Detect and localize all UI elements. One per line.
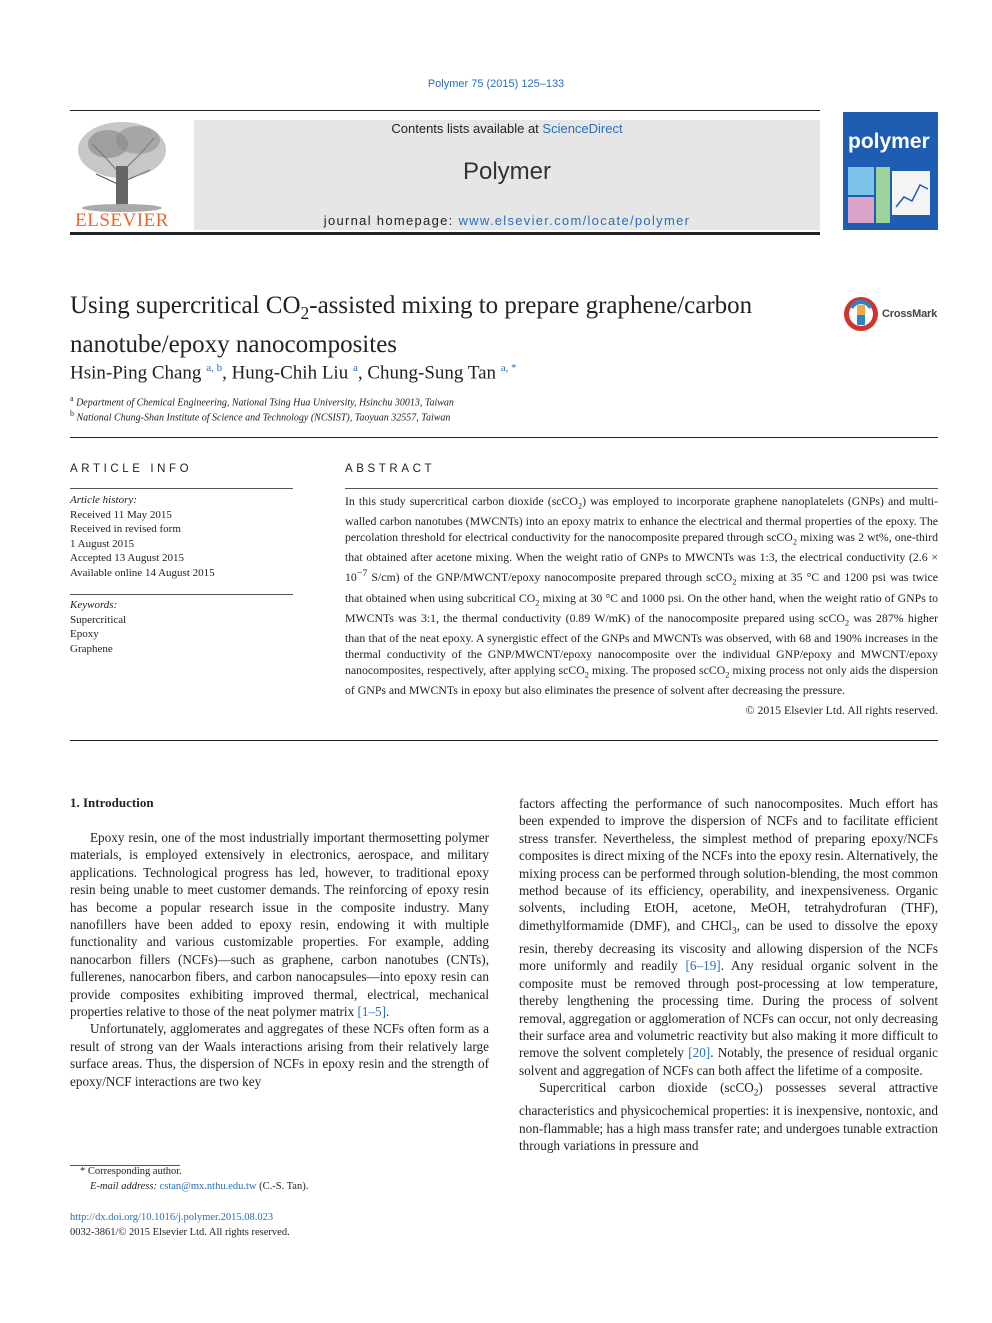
- journal-citation: Polymer 75 (2015) 125–133: [427, 78, 565, 90]
- issn-copyright: 0032-3861/© 2015 Elsevier Ltd. All rights reserved.: [70, 1227, 290, 1238]
- abstract-heading: ABSTRACT: [345, 463, 436, 475]
- title-part1: Using supercritical CO: [70, 292, 301, 319]
- citation-link[interactable]: [1–5]: [357, 1004, 387, 1020]
- author-name[interactable]: Chung-Sung Tan: [367, 362, 497, 384]
- history-label: Article history:: [70, 494, 137, 506]
- header-rule-top: [70, 110, 820, 111]
- title-subscript: 2: [300, 303, 310, 323]
- citation-link[interactable]: [20]: [688, 1045, 711, 1061]
- article-history: [70, 493, 293, 581]
- author-affil-marker[interactable]: a, *: [500, 362, 517, 374]
- homepage-link[interactable]: www.elsevier.com/locate/polymer: [458, 213, 691, 228]
- article-info-rule: [70, 488, 293, 489]
- article-title: [70, 290, 830, 360]
- history-line: Received 11 May 2015: [70, 508, 172, 521]
- email-note: [90, 1181, 308, 1192]
- keywords-rule: [70, 594, 293, 595]
- header-rule-bottom: [70, 232, 820, 235]
- body-paragraph: Unfortunately, agglomerates and aggregates of these NCFs often form as a result of strong van der Waals interactions arising from their relatively large surface areas. Thus, the dispersion of NCFs in epoxy resin and the strength of epoxy/NCF interactions are two key: [70, 1021, 489, 1089]
- keywords: [70, 598, 293, 656]
- affiliation-text: National Chung-Shan Institute of Science and Technology (NCSIST), Taoyuan 32557, Taiwan: [76, 412, 451, 424]
- journal-cover-image[interactable]: [843, 112, 938, 230]
- section-rule: [70, 437, 938, 438]
- keyword: Graphene: [70, 642, 113, 655]
- doi-link[interactable]: http://dx.doi.org/10.1016/j.polymer.2015.08.023: [70, 1212, 274, 1223]
- title-part2: -assisted mixing to prepare graphene/carbon nanotube/epoxy nanocomposites: [70, 292, 753, 358]
- body-paragraph: Epoxy resin, one of the most industrially important thermosetting polymer materials, is employed extensively in electronics, aerospace, and military applications. Technological progress has led, however, to traditional epoxy resin being unable to meet customer demands. The reinforcing of epoxy resin has become a popular research issue in the composite industry. Many nanofillers have been added to epoxy resin, endowing it with multiple functionality and various customizable properties. For example, adding nanocarbon fillers (NCFs)—such as graphene, carbon nanotubes (CNTs), fullerenes, nanocarbon fibers, and carbon nanocapsules—into epoxy resin can provide composites exhibiting improved thermal, electrical, mechanical properties relative to those of the neat polymer matrix [1–5].: [70, 830, 489, 1020]
- author-name[interactable]: Hsin-Ping Chang: [70, 362, 202, 384]
- article-info-heading: ARTICLE INFO: [70, 463, 193, 475]
- affiliation-marker: a: [70, 394, 74, 403]
- affiliation: [70, 394, 454, 408]
- homepage-prefix: journal homepage:: [323, 213, 459, 228]
- elsevier-logo-text: ELSEVIER: [75, 210, 169, 231]
- cover-artwork: [848, 167, 933, 225]
- journal-name: Polymer: [462, 158, 552, 185]
- author-affil-marker[interactable]: a, b: [206, 362, 223, 374]
- abstract-copyright: © 2015 Elsevier Ltd. All rights reserved.: [745, 703, 938, 717]
- body-column-left: [70, 829, 489, 1090]
- author-list: Hsin-Ping Chang $^{a, b}$, Hung-Chih Liu $^a$, Chung-Sung Tan $^{a, *}$: [70, 362, 517, 384]
- abstract-rule: [345, 488, 938, 489]
- history-line: Received in revised form: [70, 523, 181, 536]
- keyword: Epoxy: [70, 628, 99, 641]
- abstract-body: In this study supercritical carbon dioxide (scCO$_2$) was employed to incorporate graphene nanoplatelets (GNPs) and multi-walled carbon nanotubes (MWCNTs) into an epoxy matrix to enhance the electrical and thermal properties of the epoxy. The percolation threshold for electrical conductivity for the nanocomposite prepared through scCO$_2$ mixing was 2 wt%, one-third that obtained after acetone mixing. When the weight ratio of GNPs to MWCNTs was 1:3, the electrical conductivity ($2.6 \times 10^{-7}$ S/cm) of the GNP/MWCNT/epoxy nanocomposite prepared through scCO$_2$ mixing at 35 °C and 1200 psi was twice that obtained when using subcritical $CO_2$ mixing at 30 °C and 1000 psi. On the other hand, when the weight ratio of GNPs to MWCNTs was 3:1, the thermal conductivity (0.89 W/mK) of the nanocomposite prepared using scCO$_2$ was 287% higher than that of the neat epoxy. A synergistic effect of the GNPs and MWCNTs was observed, with 68 and 190% increases in the thermal conductivity of the GNP/MWCNT/epoxy nanocomposite over the individual GNP/epoxy and MWCNT/epoxy nanocomposites, respectively, after applying scCO$_2$ mixing. The proposed scCO$_2$ mixing process not only aids the dispersion of GNPs and MWCNTs in epoxy but also eliminates the presence of solvent after decreasing the pressure.: [345, 494, 939, 698]
- citation-link[interactable]: [6–19]: [685, 958, 721, 974]
- body-paragraph: factors affecting the performance of such nanocomposites. Much effort has been expended to improve the dispersion of NCFs and to facilitate efficient stress transfer. Nevertheless, the simplest method of preparing epoxy/NCFs composites is direct mixing of the NCFs into the epoxy resin. Alternatively, the mixing process can be performed through solution-blending, the most common method because of its efficiency, operability, and inexpensiveness. Organic solvents, including EtOH, acetone, MeOH, tetrahydrofuran (THF), dimethylformamide (DMF), and CHCl$_3$, can be used to dissolve the epoxy resin, thereby decreasing its viscosity and allowing dispersion of the NCFs more uniformly and readily [6–19]. Any residual organic solvent in the composite must be removed through post-processing at low temperature, thereby lengthening the processing time. During the process of solvent removal, aggregation or agglomeration of NCFs can occur, not only decreasing their surface area and volumetric reactivity but also making it more difficult to remove the solvent completely [20]. Notably, the presence of residual organic solvent and aggregation of NCFs can both affect the lifetime of a composite.: [519, 796, 938, 1078]
- crossmark-badge[interactable]: [842, 295, 942, 335]
- email-suffix: (C.-S. Tan).: [256, 1181, 309, 1192]
- author-affil-marker[interactable]: a: [352, 362, 358, 374]
- contents-prefix: Contents lists available at: [391, 121, 543, 136]
- history-line: 1 August 2015: [70, 537, 135, 550]
- history-line: Accepted 13 August 2015: [70, 552, 184, 565]
- author-name[interactable]: Hung-Chih Liu: [231, 362, 349, 384]
- affiliation-text: Department of Chemical Engineering, National Tsing Hua University, Hsinchu 30013, Taiwan: [76, 397, 454, 409]
- cover-title: polymer: [848, 130, 930, 153]
- keywords-label: Keywords:: [70, 599, 118, 611]
- email-link[interactable]: cstan@mx.nthu.edu.tw: [159, 1181, 257, 1192]
- keyword: Supercritical: [70, 613, 127, 626]
- affiliation: [70, 409, 450, 423]
- contents-line: [194, 121, 820, 136]
- affiliation-marker: b: [70, 409, 74, 418]
- crossmark-label: CrossMark: [882, 308, 938, 320]
- email-label: E-mail address:: [90, 1181, 160, 1192]
- body-column-right: [519, 795, 938, 1154]
- journal-homepage: [194, 213, 820, 228]
- introduction-heading: 1. Introduction: [70, 795, 154, 810]
- body-rule: [70, 740, 938, 741]
- crossmark-icon: [842, 295, 880, 333]
- corresponding-author-note: * Corresponding author.: [80, 1166, 182, 1177]
- sciencedirect-link[interactable]: ScienceDirect: [542, 121, 623, 136]
- history-line: Available online 14 August 2015: [70, 566, 215, 579]
- body-paragraph: Supercritical carbon dioxide (scCO$_2$) possesses several attractive characteristics and physicochemical properties: it is inexpensive, nontoxic, and non-flammable; has a high mass transfer rate; and undergoes tunable extraction through variations in pressure and: [519, 1080, 938, 1153]
